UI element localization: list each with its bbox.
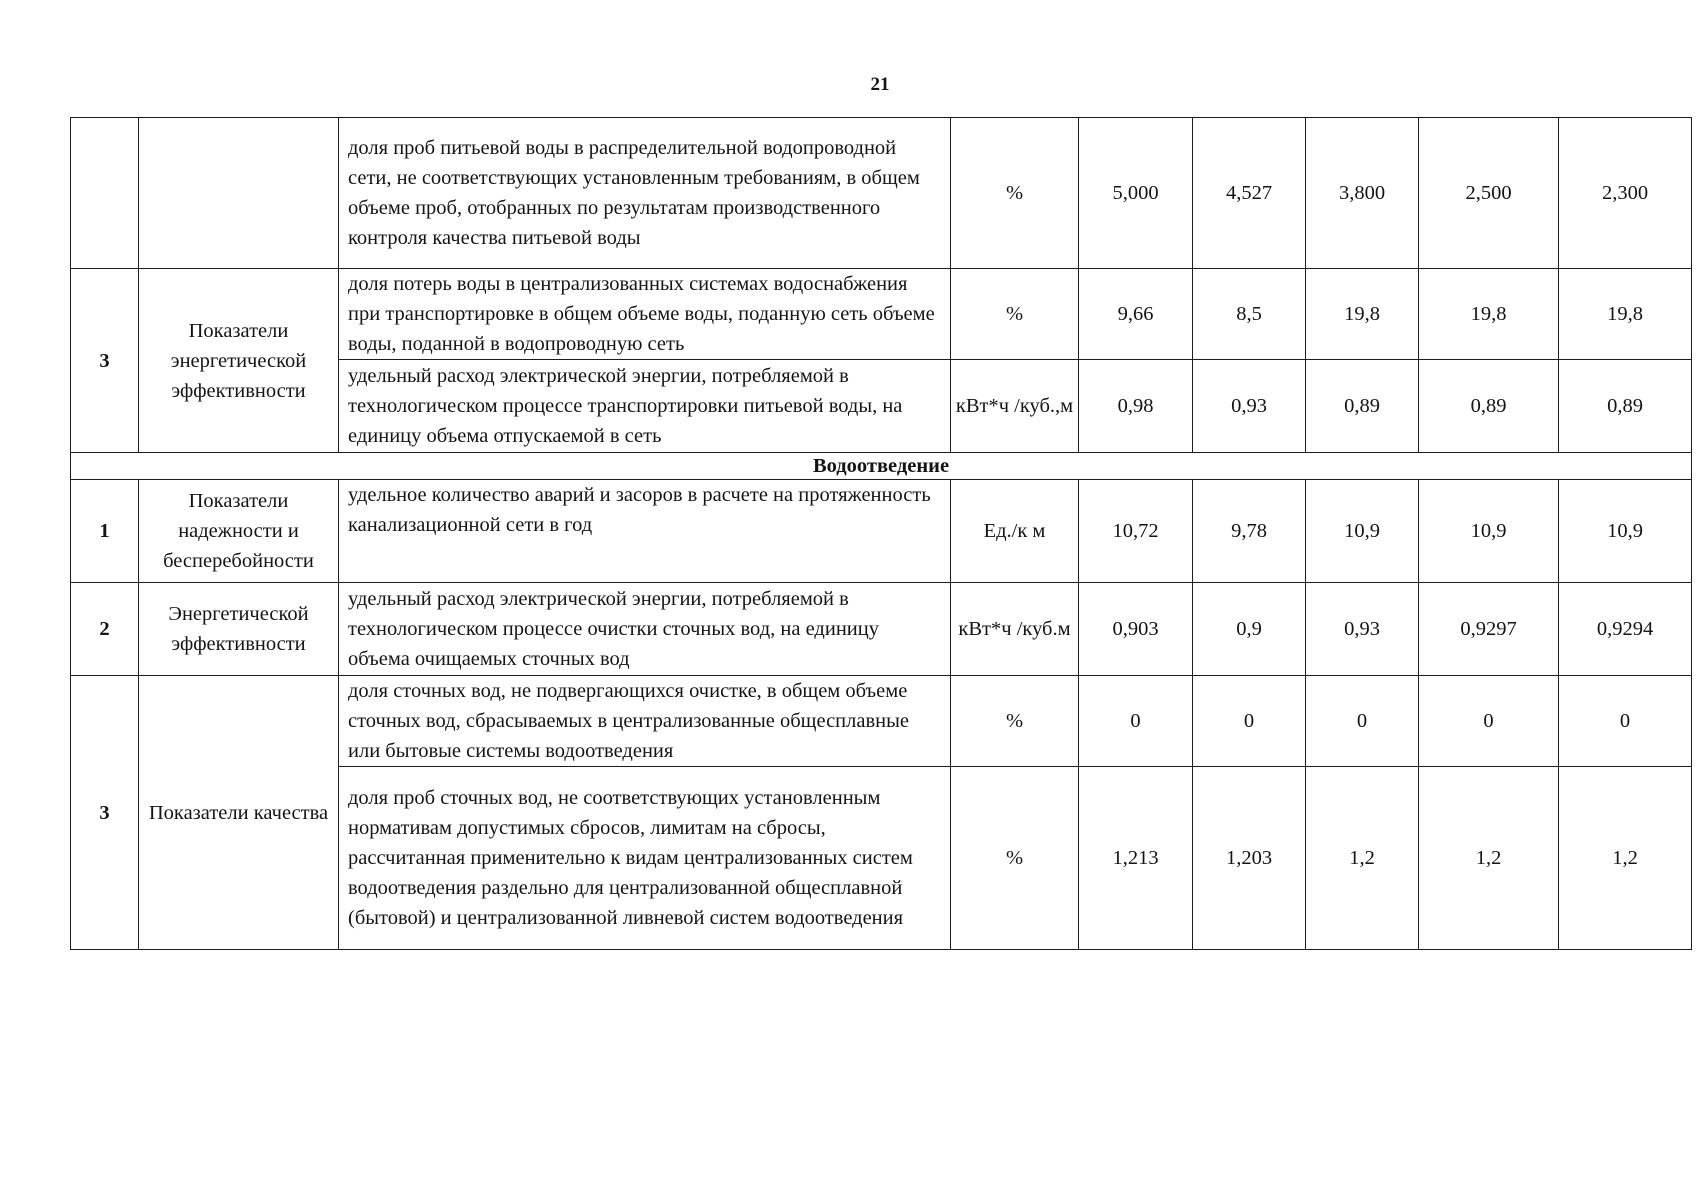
table-row [71,269,1692,360]
value-cell: 0,98 [1079,360,1193,453]
value-cell: 0,89 [1306,360,1419,453]
value-cell: 0,9 [1193,583,1306,676]
unit-cell: кВт*ч /куб.,м [951,360,1079,453]
value-cell: 0,93 [1306,583,1419,676]
value-cell: 9,78 [1193,480,1306,583]
indicator-description: доля сточных вод, не подвергающихся очистке, в общем объеме сточных вод, сбрасываемых в централизованные общесплавные или бытовые системы водоотведения [339,676,951,767]
indicator-description: удельное количество аварий и засоров в расчете на протяженность канализационной сети в год [339,480,951,583]
indicator-group: Показатели качества [139,676,339,950]
value-cell: 3,800 [1306,118,1419,269]
section-header-row [71,453,1692,480]
value-cell: 0,903 [1079,583,1193,676]
section-title: Водоотведение [71,453,1692,480]
value-cell: 0 [1419,676,1559,767]
value-cell: 0 [1559,676,1692,767]
indicator-group: Показатели надежности и бесперебойности [139,480,339,583]
row-number: 1 [71,480,139,583]
table-row [71,676,1692,767]
indicator-group: Показатели энергетической эффективности [139,269,339,453]
value-cell: 10,9 [1559,480,1692,583]
value-cell: 8,5 [1193,269,1306,360]
value-cell: 2,500 [1419,118,1559,269]
value-cell: 2,300 [1559,118,1692,269]
value-cell: 19,8 [1419,269,1559,360]
value-cell: 0,9297 [1419,583,1559,676]
row-number: 2 [71,583,139,676]
value-cell: 0,89 [1559,360,1692,453]
indicator-description: доля потерь воды в централизованных системах водоснабжения при транспортировке в общем объеме воды, поданную сеть объеме воды, поданной в водопроводную сеть [339,269,951,360]
value-cell: 4,527 [1193,118,1306,269]
unit-cell: % [951,676,1079,767]
value-cell: 5,000 [1079,118,1193,269]
unit-cell: Ед./к м [951,480,1079,583]
value-cell: 0,89 [1419,360,1559,453]
table-row [71,583,1692,676]
value-cell: 1,2 [1419,767,1559,950]
value-cell: 10,9 [1419,480,1559,583]
page-number: 21 [870,74,890,95]
unit-cell: % [951,269,1079,360]
value-cell: 1,213 [1079,767,1193,950]
value-cell: 10,72 [1079,480,1193,583]
value-cell: 0 [1306,676,1419,767]
unit-cell: % [951,118,1079,269]
table-row [71,480,1692,583]
value-cell: 1,203 [1193,767,1306,950]
unit-cell: кВт*ч /куб.м [951,583,1079,676]
value-cell: 9,66 [1079,269,1193,360]
value-cell: 1,2 [1306,767,1419,950]
value-cell: 0 [1193,676,1306,767]
indicators-table [70,117,1692,950]
value-cell: 0 [1079,676,1193,767]
row-number: 3 [71,269,139,453]
row-number [71,118,139,269]
row-number: 3 [71,676,139,950]
indicator-description: удельный расход электрической энергии, потребляемой в технологическом процессе очистки сточных вод, на единицу объема очищаемых сточных вод [339,583,951,676]
value-cell: 10,9 [1306,480,1419,583]
value-cell: 19,8 [1306,269,1419,360]
indicator-description: доля проб питьевой воды в распределительной водопроводной сети, не соответствующих установленным требованиям, в общем объеме проб, отобранных по результатам производственного контроля качества питьевой воды [339,118,951,269]
indicator-description: доля проб сточных вод, не соответствующих установленным нормативам допустимых сбросов, лимитам на сбросы, рассчитанная применительно к видам централизованных систем водоотведения раздельно для централизованной общесплавной (бытовой) и централизованной ливневой систем водоотведения [339,767,951,950]
table-row [71,118,1692,269]
value-cell: 1,2 [1559,767,1692,950]
value-cell: 0,9294 [1559,583,1692,676]
indicator-description: удельный расход электрической энергии, потребляемой в технологическом процессе транспортировки питьевой воды, на единицу объема отпускаемой в сеть [339,360,951,453]
indicator-group: Энергетической эффективности [139,583,339,676]
indicator-group [139,118,339,269]
value-cell: 19,8 [1559,269,1692,360]
unit-cell: % [951,767,1079,950]
value-cell: 0,93 [1193,360,1306,453]
